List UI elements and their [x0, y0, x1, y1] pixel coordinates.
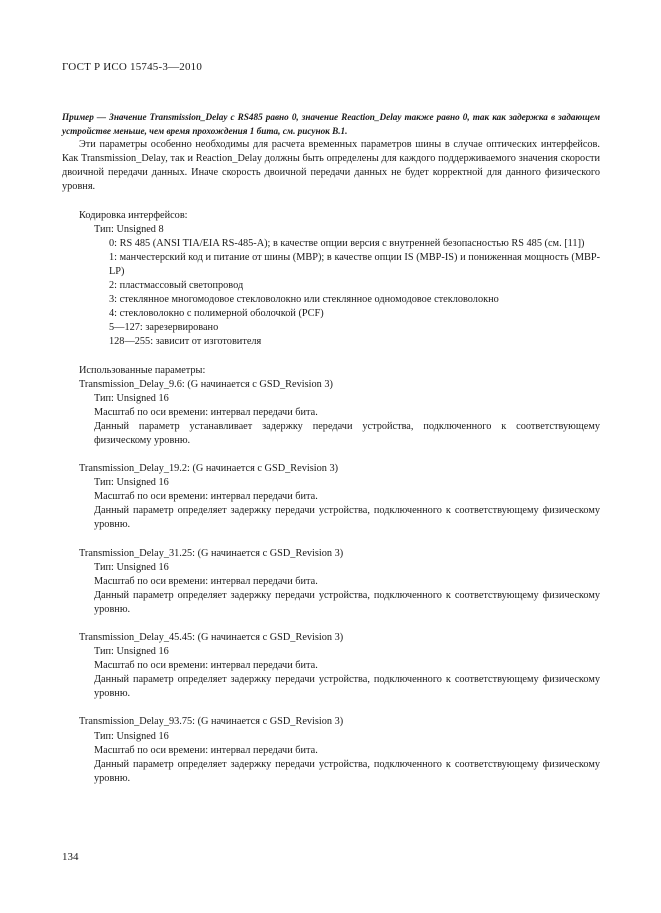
encoding-title: Кодировка интерфейсов:	[79, 209, 188, 221]
param-description: Данный параметр определяет задержку передачи устройства, подключенного к соответствующему физическому уровню.	[94, 589, 600, 615]
params-title: Использованные параметры:	[79, 364, 206, 376]
document-header: ГОСТ Р ИСО 15745-3—2010	[62, 61, 203, 73]
param-block	[62, 378, 600, 448]
param-type: Тип: Unsigned 16	[94, 477, 169, 489]
param-scale: Масштаб по оси времени: интервал передачи бита.	[94, 575, 318, 587]
param-description: Данный параметр определяет задержку передачи устройства, подключенного к соответствующему физическому уровню.	[94, 505, 600, 531]
param-name: Transmission_Delay_19.2: (G начинается с GSD_Revision 3)	[79, 463, 339, 475]
encoding-value: 4: стекловолокно с полимерной оболочкой (PCF)	[109, 308, 324, 320]
encoding-value: 3: стеклянное многомодовое стекловолокно или стеклянное одномодовое стекловолокно	[109, 294, 499, 306]
param-name: Transmission_Delay_45.45: (G начинается с GSD_Revision 3)	[79, 632, 344, 643]
encoding-value: 1: манчестерский код и питание от шины (MBP); в качестве опции IS (MBP-IS) и пониженная мощность (MBP-LP)	[109, 251, 600, 277]
param-type: Тип: Unsigned 16	[94, 646, 169, 658]
param-scale: Масштаб по оси времени: интервал передачи бита.	[94, 744, 318, 756]
encoding-value: 2: пластмассовый светопровод	[109, 280, 244, 292]
intro-paragraph: Эти параметры особенно необходимы для расчета временных параметров шины в случае оптических интерфейсов. Как Transmission_Delay, так и Reaction_Delay должны быть определены для каждого поддерживаемого значения скорости двоичной передачи данных. Иначе скорость двоичной передачи данных не будет корректной для данного физического уровня.	[62, 139, 600, 193]
document-body	[62, 110, 600, 786]
param-scale: Масштаб по оси времени: интервал передачи бита.	[94, 406, 318, 418]
param-type: Тип: Unsigned 16	[94, 392, 169, 404]
param-scale: Масштаб по оси времени: интервал передачи бита.	[94, 660, 318, 672]
param-type: Тип: Unsigned 16	[94, 730, 169, 742]
page-number: 134	[62, 851, 79, 863]
encoding-value: 128—255: зависит от изготовителя	[109, 336, 262, 348]
param-name: Transmission_Delay_93.75: (G начинается с GSD_Revision 3)	[79, 716, 344, 728]
param-description: Данный параметр определяет задержку передачи устройства, подключенного к соответствующему физическому уровню.	[94, 674, 600, 700]
param-block	[62, 462, 600, 532]
encoding-value: 0: RS 485 (ANSI TIA/EIA RS-485-A); в качестве опции версия с внутренней безопасностью RS 485 (см. [11])	[109, 237, 585, 249]
encoding-type: Тип: Unsigned 8	[94, 223, 164, 235]
param-name: Transmission_Delay_9.6: (G начинается с GSD_Revision 3)	[79, 378, 333, 390]
param-block	[62, 715, 600, 785]
param-scale: Масштаб по оси времени: интервал передачи бита.	[94, 491, 318, 503]
param-name: Transmission_Delay_31.25: (G начинается с GSD_Revision 3)	[79, 547, 344, 559]
param-block	[62, 547, 600, 617]
param-description: Данный параметр определяет задержку передачи устройства, подключенного к соответствующему физическому уровню.	[94, 758, 600, 784]
param-block	[62, 631, 600, 701]
encoding-section	[62, 209, 600, 350]
encoding-value: 5—127: зарезервировано	[109, 322, 219, 334]
example-note: Пример — Значение Transmission_Delay с RS485 равно 0, значение Reaction_Delay также равно 0, так как задержка в задающем устройстве меньше, чем время прохождения 1 бита, см. рисунок B.1.	[62, 112, 600, 137]
param-description: Данный параметр устанавливает задержку передачи устройства, подключенного к соответствующему физическому уровню.	[94, 420, 600, 446]
param-type: Тип: Unsigned 16	[94, 561, 169, 573]
